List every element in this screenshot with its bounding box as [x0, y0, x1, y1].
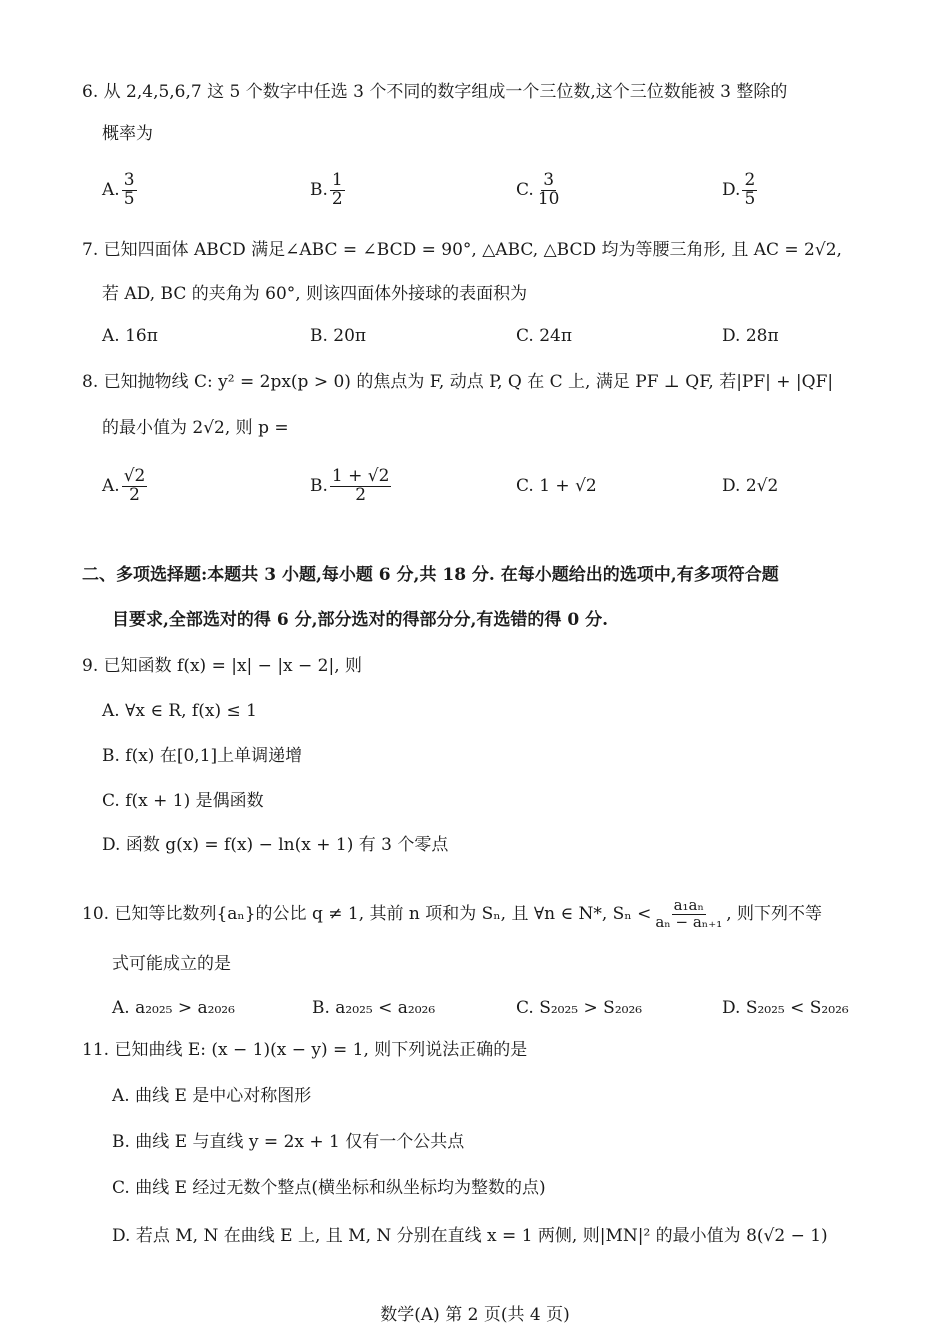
fraction: $\frac{\text{a₁aₙ}}{\text{aₙ − aₙ₊₁}}$ [655, 896, 723, 931]
q7-option-d: D. 28π [722, 326, 779, 346]
q8-stem-line1: 8. 已知抛物线 C: y² = 2px(p > 0) 的焦点为 F, 动点 P, Q 在 C 上, 满足 PF ⊥ QF, 若|PF| + |QF| [82, 372, 834, 392]
q9-option-a: A. ∀x ∈ R, f(x) ≤ 1 [102, 701, 257, 721]
fraction: $\frac{2}{5}$ [744, 170, 756, 209]
q7-option-a: A. 16π [102, 326, 158, 346]
q11-stem: 11. 已知曲线 E: (x − 1)(x − y) = 1, 则下列说法正确的是 [82, 1040, 528, 1060]
q9-option-b: B. f(x) 在[0,1]上单调递增 [102, 746, 303, 766]
section2-heading-line1: 二、多项选择题:本题共 3 小题,每小题 6 分,共 18 分. 在每小题给出的选项中,有多项符合题 [82, 565, 779, 585]
fraction: $\frac{1 + √2}{2}$ [331, 466, 390, 505]
q10-stem: 10. 已知等比数列{aₙ}的公比 q ≠ 1, 其前 n 项和为 Sₙ, 且 ∀n ∈ N*, Sₙ < $\frac{\text{a₁aₙ}}{\text{aₙ − aₙ₊₁}}$ , 则下列不等 [82, 896, 823, 931]
page-footer: 数学(A) 第 2 页(共 4 页) [380, 1305, 570, 1325]
q10-option-c: C. S₂₀₂₅ > S₂₀₂₆ [516, 998, 643, 1018]
q6-option-a: A. $\frac{3}{5}$ [102, 170, 135, 209]
q9-option-d: D. 函数 g(x) = f(x) − ln(x + 1) 有 3 个零点 [102, 835, 449, 855]
q8-option-b: B. $\frac{1 + √2}{2}$ [310, 466, 390, 505]
q11-option-c: C. 曲线 E 经过无数个整点(横坐标和纵坐标均为整数的点) [112, 1178, 546, 1198]
section2-heading-line2: 目要求,全部选对的得 6 分,部分选对的得部分分,有选错的得 0 分. [112, 610, 609, 630]
fraction: $\frac{√2}{2}$ [123, 466, 146, 505]
q10-stem-line2: 式可能成立的是 [112, 954, 231, 974]
fraction: $\frac{3}{5}$ [123, 170, 135, 209]
q10-option-d: D. S₂₀₂₅ < S₂₀₂₆ [722, 998, 849, 1018]
q11-option-a: A. 曲线 E 是中心对称图形 [112, 1086, 312, 1106]
q8-stem-line2: 的最小值为 2√2, 则 p = [102, 418, 289, 438]
q7-stem-line1: 7. 已知四面体 ABCD 满足∠ABC = ∠BCD = 90°, △ABC, △BCD 均为等腰三角形, 且 AC = 2√2, [82, 240, 842, 260]
q10-option-a: A. a₂₀₂₅ > a₂₀₂₆ [112, 998, 235, 1018]
q7-option-c: C. 24π [516, 326, 573, 346]
q7-option-b: B. 20π [310, 326, 367, 346]
q7-stem-line2: 若 AD, BC 的夹角为 60°, 则该四面体外接球的表面积为 [102, 284, 528, 304]
fraction: $\frac{1}{2}$ [331, 170, 343, 209]
q8-option-d: D. 2√2 [722, 476, 779, 496]
q6-stem-line2: 概率为 [102, 124, 153, 144]
q8-option-a: A. $\frac{√2}{2}$ [102, 466, 146, 505]
q6-option-b: B. $\frac{1}{2}$ [310, 170, 343, 209]
q6-option-c: C. $\frac{3}{10}$ [516, 170, 560, 209]
q10-option-b: B. a₂₀₂₅ < a₂₀₂₆ [312, 998, 436, 1018]
fraction: $\frac{3}{10}$ [537, 170, 560, 209]
q6-stem-line1: 6. 从 2,4,5,6,7 这 5 个数字中任选 3 个不同的数字组成一个三位数,这个三位数能被 3 整除的 [82, 82, 788, 102]
q8-option-c: C. 1 + √2 [516, 476, 597, 496]
q11-option-d: D. 若点 M, N 在曲线 E 上, 且 M, N 分别在直线 x = 1 两侧, 则|MN|² 的最小值为 8(√2 − 1) [112, 1226, 828, 1246]
q9-option-c: C. f(x + 1) 是偶函数 [102, 791, 264, 811]
q11-option-b: B. 曲线 E 与直线 y = 2x + 1 仅有一个公共点 [112, 1132, 465, 1152]
q9-stem: 9. 已知函数 f(x) = |x| − |x − 2|, 则 [82, 656, 363, 676]
q6-option-d: D. $\frac{2}{5}$ [722, 170, 756, 209]
